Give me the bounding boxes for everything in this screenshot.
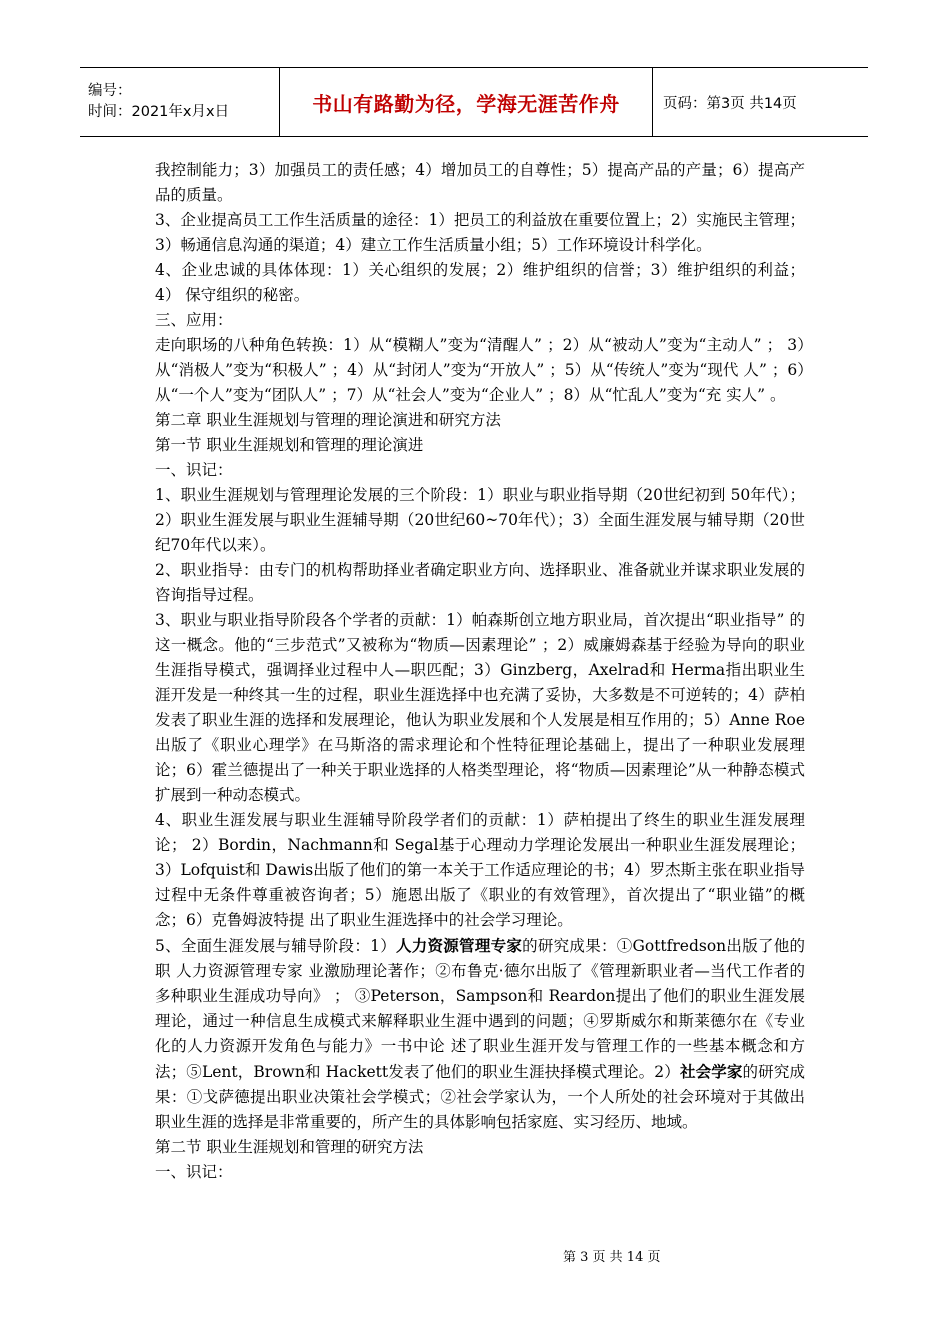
paragraph: 我控制能力；3）加强员工的责任感；4）增加员工的自尊性；5）提高产品的产量；6）提高产品的质量。 (155, 161, 805, 204)
header-page-number (653, 68, 868, 136)
chapter-heading: 第二章 职业生涯规划与管理的理论演进和研究方法 (155, 411, 501, 429)
document-body (155, 158, 805, 1185)
bold-term: 人力资源管理专家 (395, 936, 523, 955)
paragraph (155, 933, 805, 1135)
document-date-label: 时间：2021年x月x日 (88, 104, 230, 120)
header-meta (80, 68, 280, 136)
section-heading: 三、应用： (155, 311, 233, 329)
section-heading: 一、识记： (155, 1163, 233, 1181)
paragraph: 1、职业生涯规划与管理理论发展的三个阶段：1）职业与职业指导期（20世纪初到 50年代）；2）职业生涯发展与职业生涯辅导期（20世纪60~70年代）；3）全面生涯发展与辅导期（20世纪70年代以来）。 (155, 486, 805, 554)
section-title: 第一节 职业生涯规划和管理的理论演进 (155, 436, 424, 454)
text-run: 的研究成果：①戈萨德提出职业决策社会学模式；②社会学家认为，一个人所处的社会环境对于其做出职业生涯的选择是非常重要的，所产生的具体影响包括家庭、实习经历、地域。 (155, 1063, 805, 1131)
section-title: 第二节 职业生涯规划和管理的研究方法 (155, 1138, 424, 1156)
header-motto (280, 68, 653, 136)
paragraph: 走向职场的八种角色转换：1）从“模糊人”变为“清醒人” ；2）从“被动人”变为“主动人” ； 3）从“消极人”变为“积极人” ；4）从“封闭人”变为“开放人” ；5）从“传统人”变为“现代 人” ；6）从“一个人”变为“团队人” ；7）从“社会人”变为“企业人” ；8）从“忙乱人”变为“充 实人” 。 (155, 336, 805, 404)
paragraph: 2、职业指导：由专门的机构帮助择业者确定职业方向、选择职业、准备就业并谋求职业发展的咨询指导过程。 (155, 561, 805, 604)
paragraph: 4、职业生涯发展与职业生涯辅导阶段学者们的贡献：1）萨柏提出了终生的职业生涯发展理论； 2）Bordin，Nachmann和 Segal基于心理动力学理论发展出一种职业生涯发展理论；3）Lofquist和 Dawis出版了他们的第一本关于工作适应理论的书；4）罗杰斯主张在职业指导过程中无条件尊重被咨询者；5）施恩出版了《职业的有效管理》，首次提出了“职业锚”的概念；6）克鲁姆波特提 出了职业生涯选择中的社会学习理论。 (155, 811, 805, 929)
section-heading: 一、识记： (155, 461, 233, 479)
paragraph: 3、职业与职业指导阶段各个学者的贡献：1）帕森斯创立地方职业局，首次提出“职业指导” 的这一概念。他的“三步范式”又被称为“物质—因素理论” ；2）威廉姆森基于经验为导向的职业 生涯指导模式，强调择业过程中人—职匹配；3）Ginzberg，Axelrad和 Herma指出职业生涯开发是一种终其一生的过程，职业生涯选择中也充满了妥协，大多数是不可逆转的；4）萨柏发表了职业生涯的选择和发展理论，他认为职业发展和个人发展是相互作用的；5）Anne Roe出版了《职业心理学》在马斯洛的需求理论和个性特征理论基础上，提出了一种职业发展理论；6）霍兰德提出了一种关于职业选择的人格类型理论，将“物质—因素理论”从一种静态模式扩展到一种动态模式。 (155, 611, 805, 804)
paragraph: 4、企业忠诚的具体体现：1）关心组织的发展；2）维护组织的信誉；3）维护组织的利益；4） 保守组织的秘密。 (155, 261, 805, 304)
paragraph: 3、企业提高员工工作生活质量的途径：1）把员工的利益放在重要位置上；2）实施民主管理； 3）畅通信息沟通的渠道；4）建立工作生活质量小组；5）工作环境设计科学化。 (155, 211, 805, 254)
document-number-label: 编号： (88, 83, 132, 99)
page-header (80, 67, 868, 137)
page-number-label: 页码：第3页 共14页 (663, 95, 797, 112)
text-run: 5、全面生涯发展与辅导阶段：1） (155, 937, 396, 955)
page-footer (563, 1246, 660, 1265)
text-run: 的研究成果：①Gottfredson出版了他的职 人力资源管理专家 业激励理论著作；②布鲁克·德尔出版了《管理新职业者—当代工作者的多种职业生涯成功导向》 ； ③Peterson，Sampson和 Reardon提出了他们的职业生涯发展理论，通过一种信息生成模式来解释职业生涯中遇到的问题；④罗斯威尔和斯莱德尔在《专业化的人力资源开发角色与能力》一书中论 述了职业生涯开发与管理工作的一些基本概念和方法；⑤Lent，Brown和 Hackett发表了他们的职业生涯抉择模式理论。2） (155, 937, 805, 1081)
footer-page-number: 第 3 页 共 14 页 (563, 1250, 661, 1265)
motto-text: 书山有路勤为径，学海无涯苦作舟 (312, 91, 620, 116)
bold-term: 社会学家 (679, 1062, 743, 1081)
